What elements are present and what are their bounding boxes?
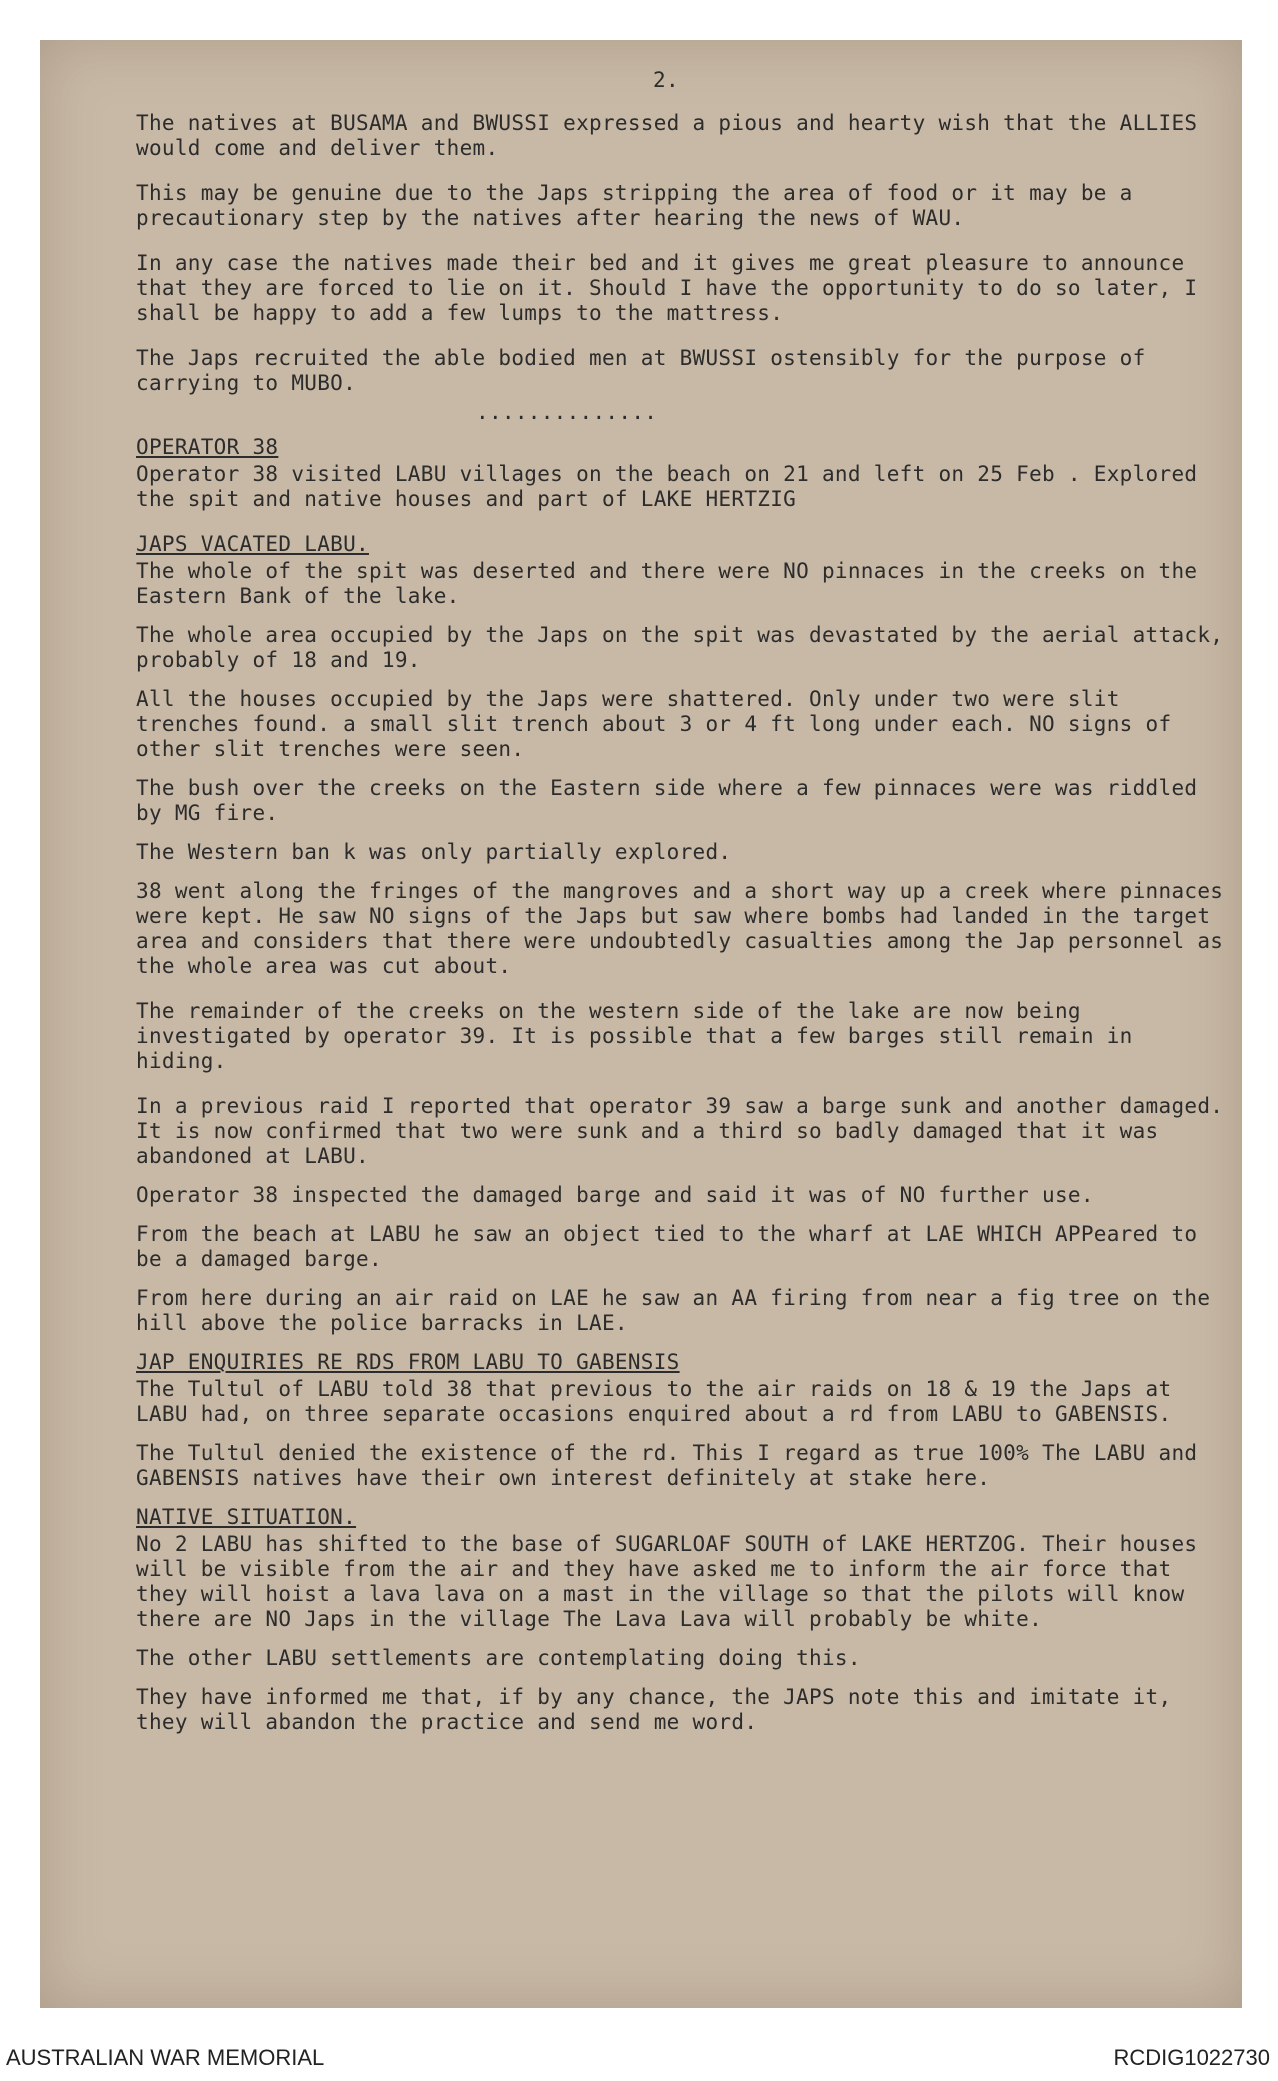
paragraph: 38 went along the fringes of the mangroves and a short way up a creek where pinnaces were kept. He saw NO signs of the Japs but saw where bombs had landed in the target area and considers that there were undoubtedly casualties among the Jap personnel as the whole area was cut about. — [136, 879, 1224, 978]
paragraph: The Tultul denied the existence of the rd. This I regard as true 100% The LABU and GABENSIS natives have their own interest definitely at stake here. — [136, 1441, 1198, 1490]
paragraph: The remainder of the creeks on the western side of the lake are now being investigated by operator 39. It is possible that a few barges still remain in hiding. — [136, 999, 1133, 1073]
paragraph: The Japs recruited the able bodied men at BWUSSI ostensibly for the purpose of carrying to MUBO. — [136, 346, 1146, 395]
paragraph: They have informed me that, if by any chance, the JAPS note this and imitate it, they will abandon the practice and send me word. — [136, 1685, 1172, 1734]
separator: .............. — [476, 400, 658, 424]
footer-id: RCDIG1022730 — [1113, 2045, 1270, 2070]
footer-source: AUSTRALIAN WAR MEMORIAL — [6, 2045, 325, 2070]
paragraph: The whole area occupied by the Japs on the spit was devastated by the aerial attack, probably of 18 and 19. — [136, 623, 1224, 672]
paragraph: In a previous raid I reported that operator 39 saw a barge sunk and another damaged. It is now confirmed that two were sunk and a third so badly damaged that it was abandoned at LABU. — [136, 1094, 1224, 1168]
paragraph: The whole of the spit was deserted and there were NO pinnaces in the creeks on the Eastern Bank of the lake. — [136, 559, 1198, 608]
paragraph: The Western ban k was only partially explored. — [136, 840, 732, 864]
heading-japs-vacated: JAPS VACATED LABU. — [136, 532, 369, 556]
paragraph: From here during an air raid on LAE he saw an AA firing from near a fig tree on the hill above the police barracks in LAE. — [136, 1286, 1211, 1335]
heading-native-situation: NATIVE SITUATION. — [136, 1505, 357, 1529]
paragraph: No 2 LABU has shifted to the base of SUGARLOAF SOUTH of LAKE HERTZOG. Their houses will be visible from the air and they have asked me to inform the air force that they will hoist a lava lava on a mast in the village so that the pilots will know there are NO Japs in the village The Lava Lava will probably be white. — [136, 1532, 1198, 1631]
paragraph: In any case the natives made their bed and it gives me great pleasure to announce that they are forced to lie on it. Should I have the opportunity to do so later, I shall be happy to add a few lumps to the mattress. — [136, 251, 1198, 325]
paragraph: From the beach at LABU he saw an object tied to the wharf at LAE WHICH APPeared to be a damaged barge. — [136, 1222, 1198, 1271]
heading-jap-enquiries: JAP ENQUIRIES RE RDS FROM LABU TO GABENSIS — [136, 1350, 680, 1374]
paragraph: All the houses occupied by the Japs were shattered. Only under two were slit trenches found. a small slit trench about 3 or 4 ft long under each. NO signs of other slit trenches were seen. — [136, 687, 1172, 761]
paragraph: Operator 38 visited LABU villages on the beach on 21 and left on 25 Feb . Explored the spit and native houses and part of LAKE HERTZIG — [136, 462, 1198, 511]
paragraph: The other LABU settlements are contemplating doing this. — [136, 1646, 861, 1670]
paragraph: The bush over the creeks on the Eastern side where a few pinnaces were was riddled by MG fire. — [136, 776, 1198, 825]
page-number: 2. — [653, 68, 679, 92]
heading-operator-38: OPERATOR 38 — [136, 435, 279, 459]
paragraph: This may be genuine due to the Japs stripping the area of food or it may be a precautionary step by the natives after hearing the news of WAU. — [136, 181, 1133, 230]
paragraph: The natives at BUSAMA and BWUSSI expressed a pious and hearty wish that the ALLIES would come and deliver them. — [136, 111, 1198, 160]
document-sheet — [40, 40, 1242, 2008]
paragraph: The Tultul of LABU told 38 that previous to the air raids on 18 & 19 the Japs at LABU had, on three separate occasions enquired about a rd from LABU to GABENSIS. — [136, 1377, 1172, 1426]
paragraph: Operator 38 inspected the damaged barge and said it was of NO further use. — [136, 1183, 1094, 1207]
document-body — [136, 68, 1236, 1755]
